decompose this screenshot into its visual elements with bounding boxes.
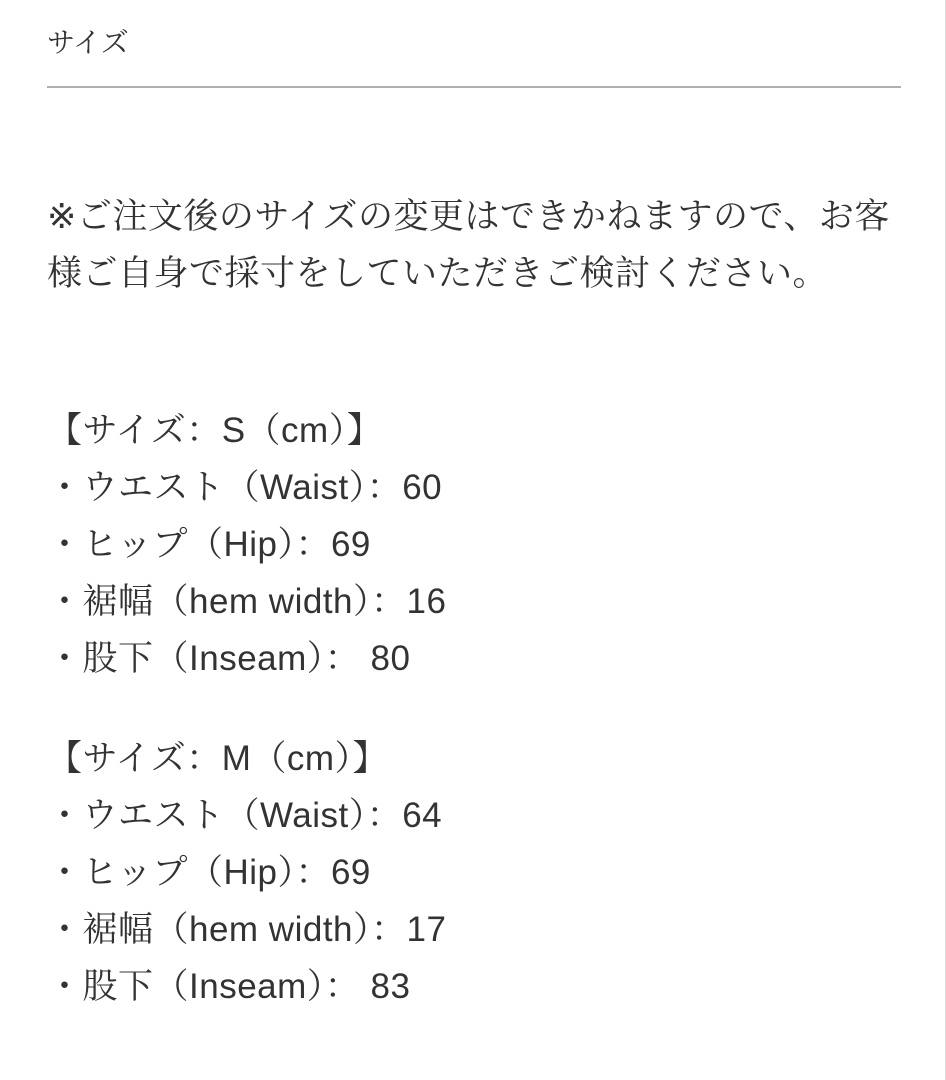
size-change-notice: ※ご注文後のサイズの変更はできかねますので、お客様ご自身で採寸をしていただきご検討ください。: [47, 197, 890, 293]
measurement-hem-width: ・裾幅（hem width）：16: [47, 582, 447, 621]
size-section-title: 【サイズ：M（cm）】: [47, 739, 389, 778]
size-section-heading: サイズ: [47, 27, 129, 58]
size-section-title: 【サイズ：S（cm）】: [47, 411, 383, 450]
measurement-hem-width: ・裾幅（hem width）：17: [47, 910, 447, 949]
measurement-inseam: ・股下（Inseam）： 83: [47, 967, 411, 1006]
size-section-m: [47, 730, 901, 1015]
size-section-s: [47, 402, 901, 687]
measurement-inseam: ・股下（Inseam）： 80: [47, 639, 411, 678]
measurement-hip: ・ヒップ（Hip）：69: [47, 525, 371, 564]
measurement-hip: ・ヒップ（Hip）：69: [47, 853, 371, 892]
heading-divider: [47, 86, 901, 88]
measurement-waist: ・ウエスト（Waist）：64: [47, 796, 443, 835]
measurement-waist: ・ウエスト（Waist）：60: [47, 468, 443, 507]
